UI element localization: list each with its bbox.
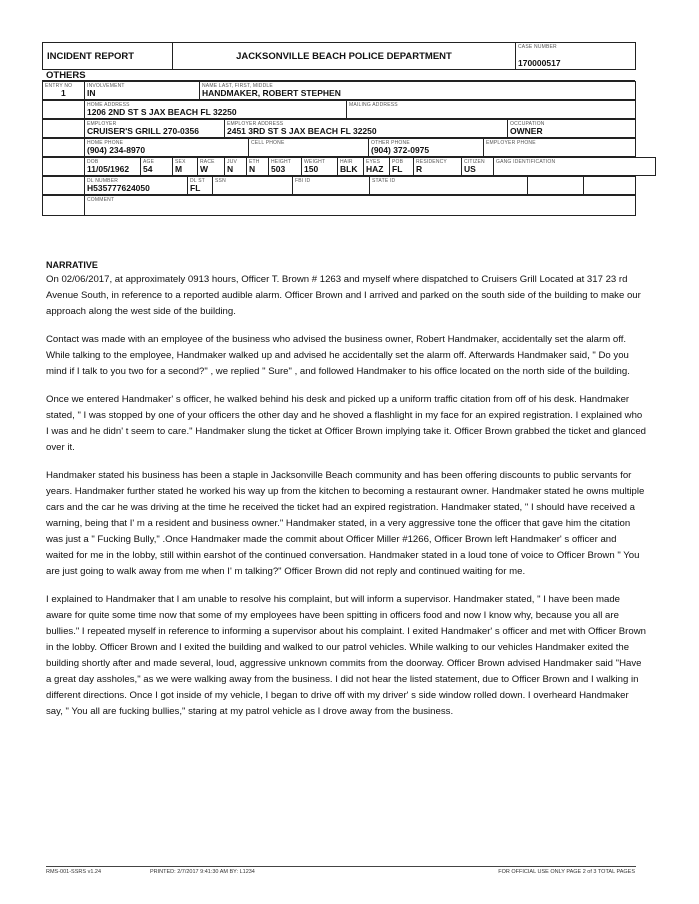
home-phone-cell	[85, 139, 249, 157]
name-label: NAME LAST, FIRST, MIDDLE	[202, 83, 273, 89]
dl-number-label: DL NUMBER	[87, 178, 119, 184]
blank-cell	[43, 196, 85, 216]
others-row-address	[42, 100, 636, 119]
narrative-heading: NARRATIVE	[46, 260, 98, 270]
home-phone: (904) 234-8970	[87, 145, 146, 155]
employer: CRUISER'S GRILL 270-0356	[87, 126, 199, 136]
gang-cell	[494, 158, 656, 176]
other-phone: (904) 372-0975	[371, 145, 430, 155]
dl-number-cell	[85, 177, 188, 195]
narrative-paragraph: Once we entered Handmaker' s officer, he walked behind his desk and picked up a uniform traffic citation from off of his desk. Handmaker stated, " I was stopped by one of your officers the other day and he shoved a flashlight in my face for an expired registration. I explained who I was and he didn' t seem to care." Handmaker slung the ticket at Officer Brown implying take it. Officer Brown grabbed the ticket and glanced over it.	[46, 394, 647, 453]
others-row-physical	[42, 157, 656, 176]
weight: 150	[304, 164, 319, 174]
weight-label: WEIGHT	[304, 159, 326, 165]
eth-cell	[247, 158, 269, 176]
others-row-comment	[42, 195, 636, 216]
blank-cell	[528, 177, 584, 195]
form-id: RMS-001-SSRS v1.24	[46, 869, 102, 875]
height-label: HEIGHT	[271, 159, 292, 165]
narrative-body	[46, 272, 646, 732]
race-cell	[198, 158, 225, 176]
eyes-cell	[364, 158, 390, 176]
report-header	[42, 42, 636, 70]
home-address: 1206 2ND ST S JAX BEACH FL 32250	[87, 107, 237, 117]
sex-cell	[173, 158, 198, 176]
age: 54	[143, 164, 153, 174]
case-number-label: CASE NUMBER	[518, 44, 557, 50]
cell-phone-label: CELL PHONE	[251, 140, 285, 146]
employer-address-label: EMPLOYER ADDRESS	[227, 121, 284, 127]
eth: N	[249, 164, 256, 174]
residency-label: RESIDENCY	[416, 159, 447, 165]
eyes-label: EYES	[366, 159, 381, 165]
fbi-cell	[293, 177, 370, 195]
blank-cell	[43, 139, 85, 157]
blank-cell	[43, 120, 85, 138]
comment-label: COMMENT	[87, 197, 115, 203]
pob: FL	[392, 164, 403, 174]
ssn-label: SSN	[215, 178, 226, 184]
ssn-cell	[213, 177, 293, 195]
eth-label: ETH	[249, 159, 260, 165]
others-row-entry	[42, 81, 636, 100]
age-label: AGE	[143, 159, 155, 165]
employer-cell	[85, 120, 225, 138]
others-row-employer	[42, 119, 636, 138]
sex: M	[175, 164, 183, 174]
comment-cell	[85, 196, 636, 216]
employer-address: 2451 3RD ST S JAX BEACH FL 32250	[227, 126, 377, 136]
entry-no-label: ENTRY NO	[45, 83, 73, 89]
cell-phone-cell	[249, 139, 369, 157]
hair-label: HAIR	[340, 159, 353, 165]
other-phone-label: OTHER PHONE	[371, 140, 410, 146]
home-address-label: HOME ADDRESS	[87, 102, 130, 108]
juv: N	[227, 164, 234, 174]
citizen: US	[464, 164, 476, 174]
narrative-paragraph: Contact was made with an employee of the business who advised the business owner, Robert Handmaker, accidentally set the alarm off. While talking to the employee, Handmaker walked up and advised he accidentally set the alarm off. Afterwards Handmaker said, " Do you mind if I talk to you two for a second?" , we replied " Sure" , and followed Handmaker to his office located on the north side of the building.	[46, 334, 630, 377]
dl-number: H535777624050	[87, 183, 150, 193]
involvement: IN	[87, 88, 96, 98]
involvement-cell	[85, 82, 200, 100]
footer-notice: FOR OFFICIAL USE ONLY PAGE 2 of 3 TOTAL PAGES	[498, 869, 635, 875]
entry-no: 1	[61, 88, 66, 98]
height-cell	[269, 158, 302, 176]
dl-st: FL	[190, 183, 201, 193]
hair: BLK	[340, 164, 358, 174]
blank-cell	[43, 177, 85, 195]
involvement-label: INVOLVEMENT	[87, 83, 125, 89]
name-cell	[200, 82, 636, 100]
report-type	[43, 43, 173, 70]
fbi-label: FBI ID	[295, 178, 311, 184]
employer-label: EMPLOYER	[87, 121, 117, 127]
blank-cell	[584, 177, 636, 195]
case-number-cell	[516, 43, 636, 70]
juv-label: JUV	[227, 159, 238, 165]
blank-cell	[43, 101, 85, 119]
department-text: JACKSONVILLE BEACH POLICE DEPARTMENT	[236, 50, 452, 62]
narrative-paragraph: Handmaker stated his business has been a staple in Jacksonville Beach community and has been offering discounts to public servants for years. Handmaker further stated he worked his way up from the kitchen to becoming a restaurant owner. Handmaker stated he owns multiple cars and the car he was driving at the time he received the ticket had an expired registration. Handmaker stated, " I should have received a warning, being that I' m a resident and business owner." Handmaker stated, in a very aggressive tone the officer that gave him the citation was just a " Fucking Bully," .Once Handmaker made the commit about Officer Miller #1266, Officer Brown left Handmaker' s officer and waited for me in the lobby, still within earshot of the continued conversation. Handmaker stated in a loud tone of voice to Officer Brown " You are just going to walk away from me when I' m talking?" Officer Brown did not reply and continued waiting for me.	[46, 470, 645, 577]
state-id-cell	[370, 177, 528, 195]
gang-label: GANG IDENTIFICATION	[496, 159, 556, 165]
dl-st-label: DL ST	[190, 178, 205, 184]
printed-info: PRINTED: 2/7/2017 9:41:30 AM BY: L1234	[150, 869, 255, 875]
department-name	[173, 43, 516, 70]
employer-phone-label: EMPLOYER PHONE	[486, 140, 536, 146]
other-phone-cell	[369, 139, 484, 157]
age-cell	[141, 158, 173, 176]
others-row-phones	[42, 138, 636, 157]
home-address-cell	[85, 101, 347, 119]
case-number: 170000517	[518, 58, 561, 68]
footer-divider	[46, 866, 636, 867]
citizen-label: CITIZEN	[464, 159, 485, 165]
state-id-label: STATE ID	[372, 178, 396, 184]
occupation: OWNER	[510, 126, 543, 136]
home-phone-label: HOME PHONE	[87, 140, 124, 146]
entry-no-cell	[43, 82, 85, 100]
citizen-cell	[462, 158, 494, 176]
juv-cell	[225, 158, 247, 176]
race-label: RACE	[200, 159, 215, 165]
weight-cell	[302, 158, 338, 176]
dl-st-cell	[188, 177, 213, 195]
employer-address-cell	[225, 120, 508, 138]
mailing-address-cell	[347, 101, 636, 119]
mailing-address-label: MAILING ADDRESS	[349, 102, 398, 108]
narrative-paragraph: On 02/06/2017, at approximately 0913 hours, Officer T. Brown # 1263 and myself where dispatched to Cruisers Grill Located at 317 23 rd Avenue South, in reference to a reported audible alarm. Officer Brown and I arrived and parked on the south side of the building to make our approach along the west side of the building.	[46, 274, 641, 317]
dob-cell	[85, 158, 141, 176]
residency: R	[416, 164, 423, 174]
others-section-title: OTHERS	[46, 70, 86, 81]
pob-label: POB	[392, 159, 404, 165]
others-row-ids	[42, 176, 636, 195]
hair-cell	[338, 158, 364, 176]
blank-cell	[43, 158, 85, 176]
race: W	[200, 164, 209, 174]
eyes: HAZ	[366, 164, 384, 174]
report-type-text: INCIDENT REPORT	[47, 50, 135, 62]
person-name: HANDMAKER, ROBERT STEPHEN	[202, 88, 341, 98]
dob-label: DOB	[87, 159, 99, 165]
dob: 11/05/1962	[87, 164, 130, 174]
occupation-label: OCCUPATION	[510, 121, 545, 127]
employer-phone-cell	[484, 139, 636, 157]
pob-cell	[390, 158, 414, 176]
narrative-paragraph: I explained to Handmaker that I am unable to resolve his complaint, but will inform a supervisor. Handmaker stated, " I have been made aware for quite some time now that some of my employees have been spitting in officers food and now I know why, because you all are bullies." I repeated myself in reference to informing a supervisor about his complaint. I exited Handmaker' s officer and met with Officer Brown in the lobby. Officer Brown and I exited the building and walked to our patrol vehicles. While walking to our vehicles Handmaker exited the building shortly after and made several, loud, aggressive unknown commits from the doorway. Officer Brown advised Handmaker said "Have a great day assholes," as we were walking away from the business. I did not hear the listed statement, due to Officer Brown and I walking in different directions. Once I got inside of my vehicle, I began to drive off with my driver' s side window rolled down. I overheard Handmaker say, " You all are fucking bullies," staring at my patrol vehicle as I drove away from the business.	[46, 594, 646, 717]
occupation-cell	[508, 120, 636, 138]
height: 503	[271, 164, 286, 174]
residency-cell	[414, 158, 462, 176]
sex-label: SEX	[175, 159, 186, 165]
